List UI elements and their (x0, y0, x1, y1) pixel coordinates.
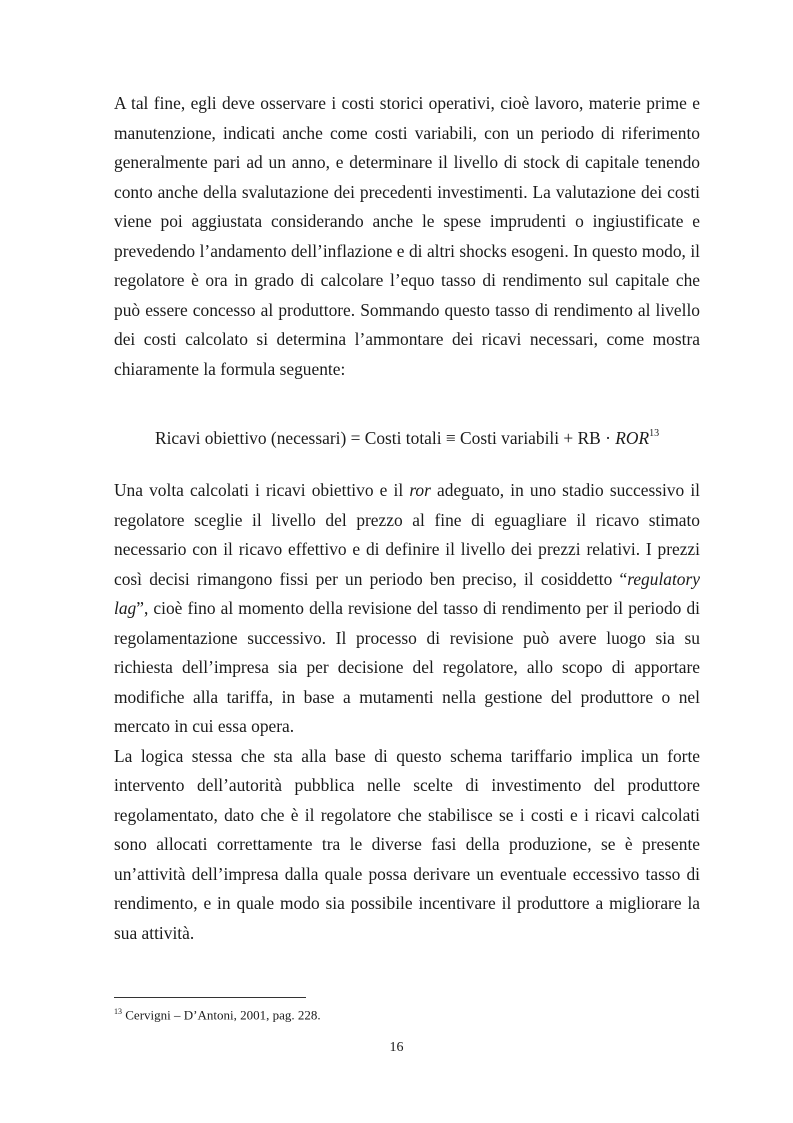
footnote-text: Cervigni – D’Antoni, 2001, pag. 228. (122, 1007, 321, 1023)
p2-ror-italic: ror (409, 480, 431, 500)
formula-ror: ROR (615, 427, 650, 448)
footnote (114, 1004, 321, 1023)
formula-text: Ricavi obiettivo (necessari) = Costi totali ≡ Costi variabili + RB · (155, 427, 616, 448)
body-block-bottom (114, 476, 700, 948)
paragraph-3: La logica stessa che sta alla base di questo schema tariffario implica un forte intervento dell’autorità pubblica nelle scelte di investimento del produttore regolamentato, dato che è il regolatore che stabilisce se i costi e i ricavi calcolati sono allocati correttamente tra le diverse fasi della produzione, se è presente un’attività dell’impresa dalla quale possa derivare un eventuale eccessivo tasso di rendimento, e in quale modo sia possibile incentivare il produttore a migliorare la sua attività. (114, 745, 700, 943)
paragraph-2 (114, 476, 700, 742)
footnote-number: 13 (114, 1007, 122, 1016)
p2-text-e: ”, cioè fino al momento della revisione del tasso di rendimento per il periodo di regolamentazione successivo. Il processo di revisione può avere luogo sia su richiesta dell’impresa sia per decisione del regolatore, allo scopo di apportare modifiche alla tariffa, in base a mutamenti nella gestione del produttore o nel mercato in cui essa opera. (114, 598, 700, 736)
formula-line (155, 420, 715, 453)
p2-text-c: adeguato, in uno stadio successivo il regolatore sceglie il livello del prezzo al fine di eguagliare il ricavo stimato necessario con il ricavo effettivo e di definire il livello dei prezzi relativi. I prezzi così decisi rimangono fissi per un periodo ben preciso, il cosiddetto “ (114, 480, 700, 589)
page-number: 16 (389, 1040, 404, 1055)
p2-text-a: Una volta calcolati i ricavi obiettivo e il (114, 480, 410, 500)
footnote-divider (114, 997, 306, 998)
body-block-top (114, 89, 700, 384)
p2-regulatory-lag-italic: regulatory lag (114, 568, 700, 618)
formula-footnote-ref: 13 (649, 428, 660, 439)
paragraph-1: A tal fine, egli deve osservare i costi storici operativi, cioè lavoro, materie prime e manutenzione, indicati anche come costi variabili, con un periodo di riferimento generalmente pari ad un anno, e determinare il livello di stock di capitale tenendo conto anche della svalutazione dei precedenti investimenti. La valutazione dei costi viene poi aggiustata considerando anche le spese imprudenti o ingiustificate e prevedendo l’andamento dell’inflazione e di altri shocks esogeni. In questo modo, il regolatore è ora in grado di calcolare l’equo tasso di rendimento sul capitale che può essere concesso al produttore. Sommando questo tasso di rendimento al livello dei costi calcolato si determina l’ammontare dei ricavi necessari, come mostra chiaramente la formula seguente: (114, 93, 700, 379)
